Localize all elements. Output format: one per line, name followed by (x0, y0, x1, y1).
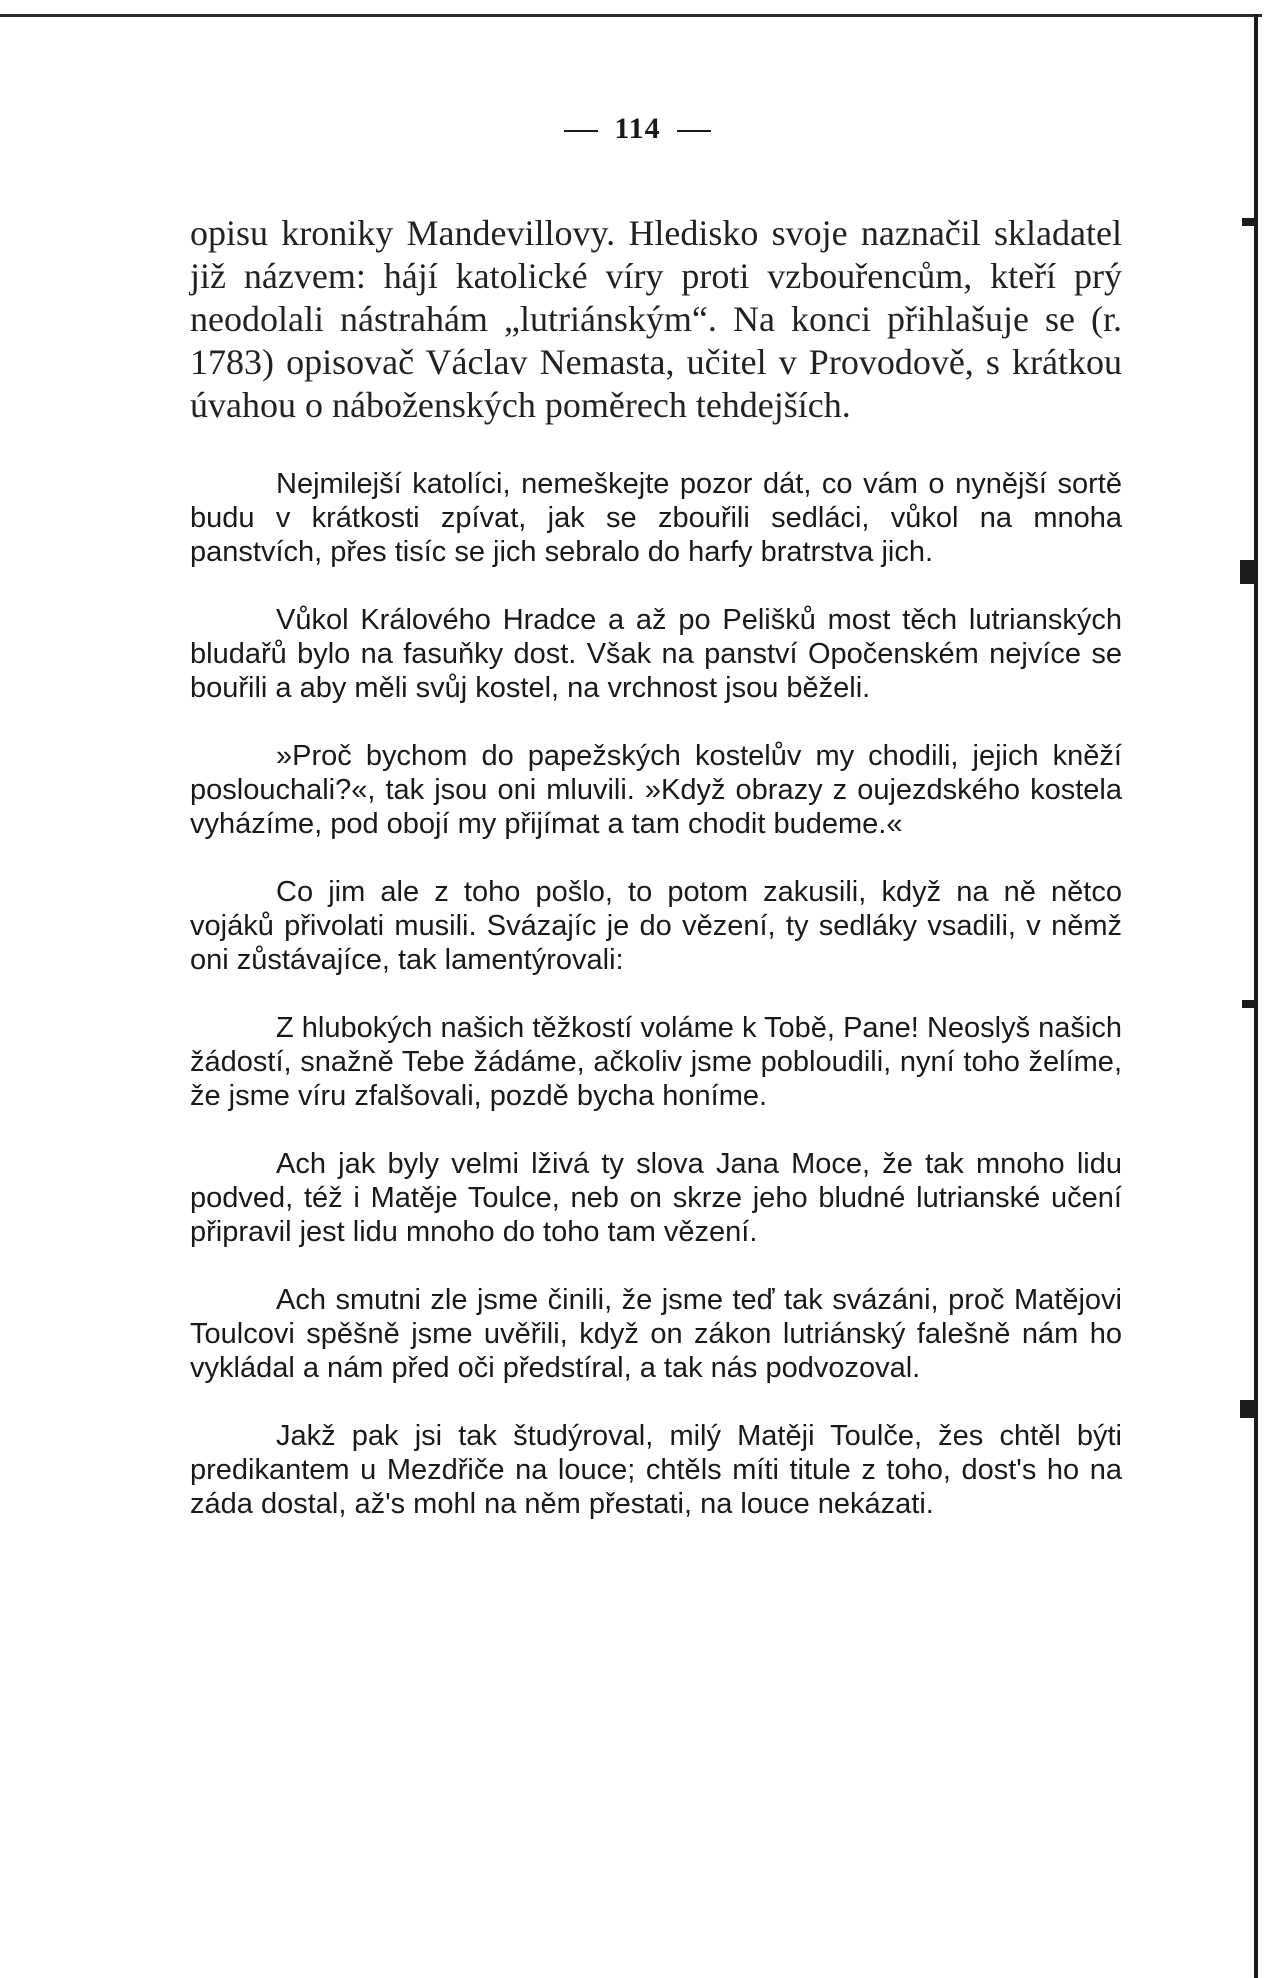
binding-edge (1254, 14, 1258, 1978)
page-margin-right (1262, 0, 1275, 1978)
intro-paragraph: opisu kroniky Mandevillovy. Hledisko svoje naznačil skladatel již názvem: hájí katolické víry proti vzbouřencům, kteří prý neodolali nástrahám „lutriánským“. Na konci přihlašuje se (r. 1783) opisovač Václav Nemasta, učitel v Provodově, s krátkou úvahou o náboženských poměrech tehdejších. (190, 213, 1122, 425)
top-border-line (0, 14, 1262, 17)
verse-paragraph: Jakž pak jsi tak študýroval, milý Matěji Toulče, žes chtěl býti predikantem u Mezdřiče na louce; chtěls míti titule z toho, dost's ho na záda dostal, až's mohl na něm přestati, na louce nekázati. (190, 1420, 1122, 1520)
verse-paragraph: »Proč bychom do papežských kostelův my chodili, jejich kněží poslouchali?«, tak jsou oni mluvili. »Když obrazy z oujezdského kostela vyházíme, pod obojí my přijímat a tam chodit budeme.« (190, 740, 1122, 840)
binding-mark (1240, 1400, 1256, 1418)
page-number-dash-right (677, 130, 711, 132)
binding-mark (1242, 1000, 1256, 1008)
verse-paragraph: Ach smutni zle jsme činili, že jsme teď tak svázáni, proč Matějovi Toulcovi spěšně jsme uvěřili, když on zákon lutriánský falešně nám ho vykládal a nám před oči předstíral, a tak nás podvozoval. (190, 1284, 1122, 1384)
page-number (0, 112, 1275, 146)
verse-paragraph: Nejmilejší katolíci, nemeškejte pozor dát, co vám o nynější sortě budu v krátkosti zpívat, jak se zbouřili sedláci, vůkol na mnoha panstvích, přes tisíc se jich sebralo do harfy bratrstva jich. (190, 468, 1122, 568)
page-number-value: 114 (614, 112, 661, 145)
binding-mark (1240, 560, 1256, 584)
verse-paragraph: Vůkol Králového Hradce a až po Pelišků most těch lutrianských bludařů bylo na fasuňky dost. Však na panství Opočenském nejvíce se bouřili a aby měli svůj kostel, na vrchnost jsou běželi. (190, 604, 1122, 704)
verse-paragraph: Z hlubokých našich těžkostí voláme k Tobě, Pane! Neoslyš našich žádostí, snažně Tebe žádáme, ačkoliv jsme pobloudili, nyní toho želíme, že jsme víru zfalšovali, pozdě bycha honíme. (190, 1012, 1122, 1112)
page-content (190, 212, 1122, 1521)
verse-paragraph: Co jim ale z toho pošlo, to potom zakusili, když na ně nětco vojáků přivolati musili. Svázajíc je do vězení, ty sedláky vsadili, v němž oni zůstávajíce, tak lamentýrovali: (190, 876, 1122, 976)
binding-mark (1242, 218, 1256, 226)
page-number-dash-left (564, 130, 598, 132)
verse-paragraph: Ach jak byly velmi lživá ty slova Jana Moce, že tak mnoho lidu podved, též i Matěje Toulce, neb on skrze jeho bludné lutrianské učení připravil jest lidu mnoho do toho tam vězení. (190, 1148, 1122, 1248)
